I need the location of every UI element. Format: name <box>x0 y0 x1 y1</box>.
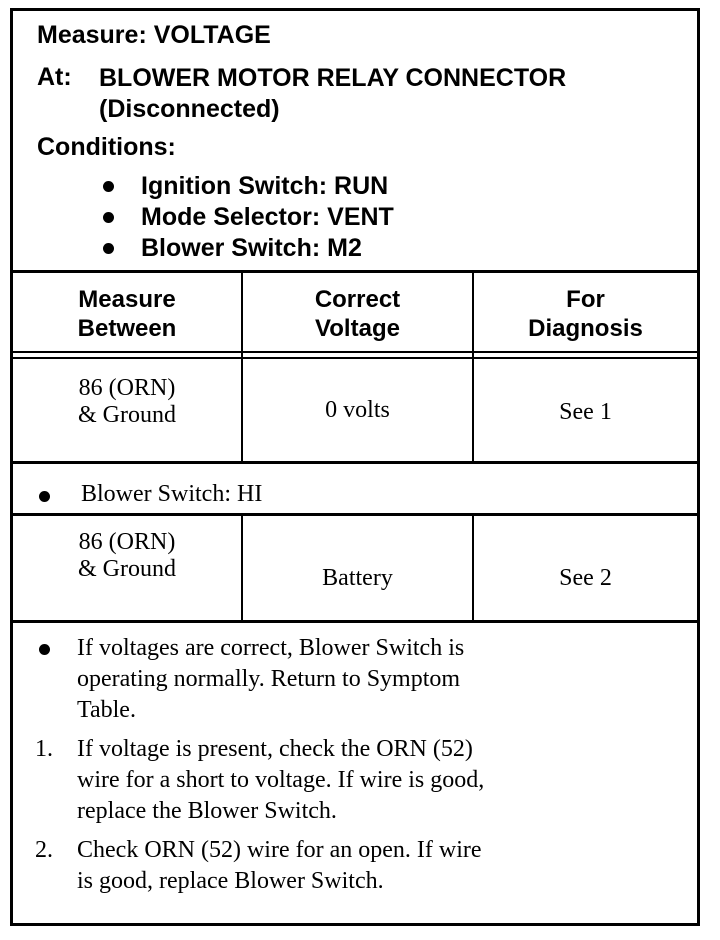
bullet-icon <box>103 212 114 223</box>
bullet-icon <box>103 243 114 254</box>
conditions-list <box>97 171 394 264</box>
row2-measure-between: 86 (ORN) & Ground <box>78 529 176 582</box>
measure-title: Measure: VOLTAGE <box>37 21 271 49</box>
diagnostic-test-card <box>10 8 700 926</box>
divider <box>13 270 697 273</box>
note-1: 1. If voltage is present, check the ORN (52) wire for a short to voltage. If wire is good, replace the Blower Switch. <box>35 736 485 824</box>
divider <box>13 357 697 359</box>
divider <box>13 620 697 623</box>
divider <box>13 513 697 516</box>
bullet-icon <box>39 491 50 502</box>
bullet-icon <box>39 644 50 655</box>
condition-item: Blower Switch: M2 <box>97 233 394 264</box>
column-header-measure-between: Measure Between <box>77 286 177 342</box>
conditions-label: Conditions: <box>37 133 176 161</box>
row1-correct-voltage: 0 volts <box>325 397 390 423</box>
condition-row-blower-hi: Blower Switch: HI <box>39 481 262 508</box>
row1-diagnosis: See 1 <box>559 399 612 425</box>
note-2: 2. Check ORN (52) wire for an open. If wire is good, replace Blower Switch. <box>35 837 482 894</box>
row1-measure-between: 86 (ORN) & Ground <box>78 375 176 428</box>
column-header-for-diagnosis: For Diagnosis <box>528 286 643 342</box>
at-location-line2: (Disconnected) <box>99 95 280 123</box>
test-header <box>13 11 697 270</box>
divider <box>13 351 697 353</box>
bullet-icon <box>103 181 114 192</box>
diagnosis-notes <box>29 633 649 905</box>
divider <box>13 461 697 464</box>
condition-item: Mode Selector: VENT <box>97 202 394 233</box>
condition-item: Ignition Switch: RUN <box>97 171 394 202</box>
at-label: At: <box>37 63 72 91</box>
column-header-correct-voltage: Correct Voltage <box>314 286 401 342</box>
row2-diagnosis: See 2 <box>559 565 612 591</box>
at-location <box>99 63 566 125</box>
note-bullet: If voltages are correct, Blower Switch is operating normally. Return to Symptom Table. <box>29 633 649 726</box>
row2-correct-voltage: Battery <box>322 565 393 591</box>
at-location-line1: BLOWER MOTOR RELAY CONNECTOR <box>99 64 567 92</box>
